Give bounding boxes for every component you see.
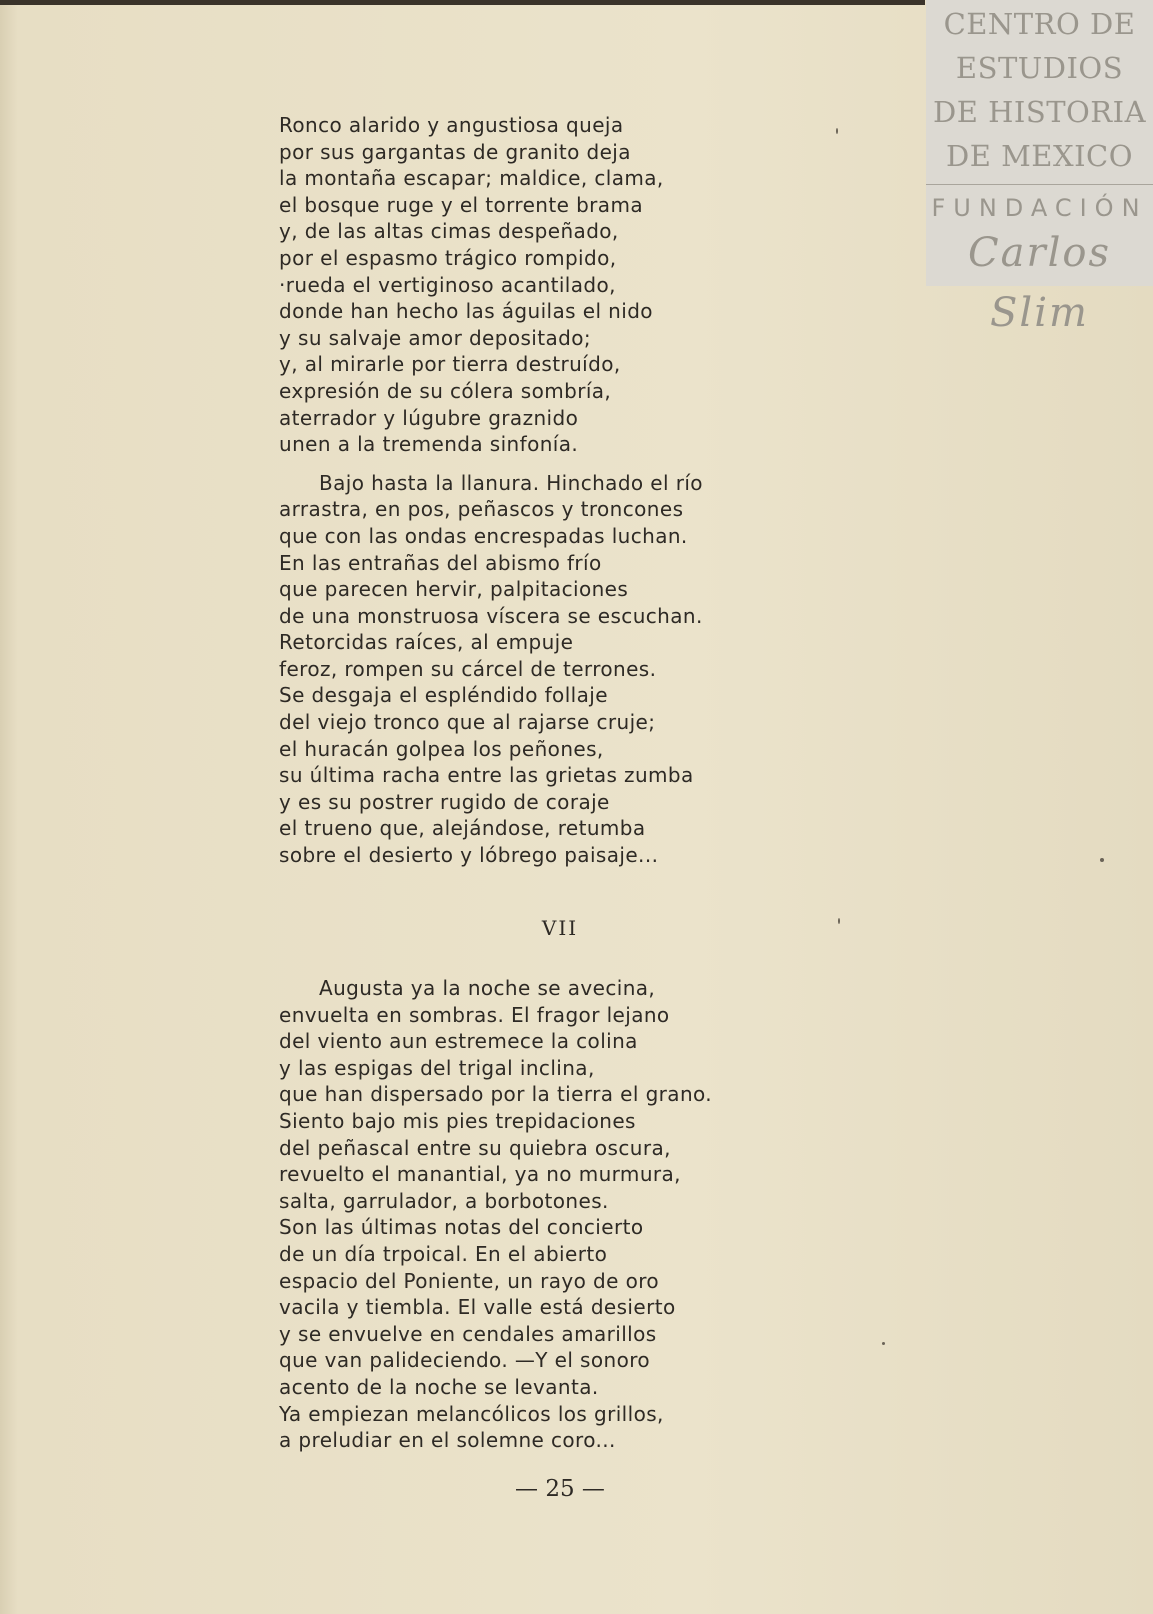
verse-line: el bosque ruge y el torrente brama — [279, 192, 644, 217]
verse-line: a preludiar en el solemne coro... — [279, 1428, 616, 1453]
verse-line: que van palideciendo. —Y el sonoro — [279, 1348, 651, 1373]
verse-line: el huracán golpea los peñones, — [279, 736, 604, 761]
watermark-signature: Carlos Slim — [968, 230, 1111, 336]
verse-line: expresión de su cólera sombría, — [279, 378, 612, 403]
verse-line: sobre el desierto y lóbrego paisaje... — [279, 843, 659, 868]
verse-line: por sus gargantas de granito deja — [279, 139, 631, 164]
verse-line: arrastra, en pos, peñascos y troncones — [279, 497, 684, 522]
verse-line: En las entrañas del abismo frío — [279, 550, 602, 575]
verse-line: espacio del Poniente, un rayo de oro — [279, 1268, 660, 1293]
watermark-line: DE MEXICO — [945, 139, 1134, 173]
stanza-3 — [279, 975, 839, 1454]
paper-speck — [1100, 858, 1104, 862]
watermark-stamp — [926, 0, 1153, 336]
verse-line: Se desgaja el espléndido follaje — [279, 683, 608, 708]
verse-line: la montaña escapar; maldice, clama, — [279, 166, 664, 191]
verse-line: que con las ondas encrespadas luchan. — [279, 523, 688, 548]
watermark-foundation: FUNDACIÓN — [931, 194, 1148, 222]
verse-line: de un día trpoical. En el abierto — [279, 1241, 608, 1266]
verse-line: y su salvaje amor depositado; — [279, 325, 592, 350]
verse-line: del viento aun estremece la colina — [279, 1029, 638, 1054]
poem-block-1 — [279, 112, 839, 869]
section-numeral: VII — [541, 916, 579, 940]
verse-line: y es su postrer rugido de coraje — [279, 789, 610, 814]
verse-line: ·rueda el vertiginoso acantilado, — [279, 272, 616, 297]
watermark-line: DE HISTORIA — [932, 95, 1147, 129]
verse-line: Son las últimas notas del concierto — [279, 1215, 644, 1240]
verse-line: salta, garrulador, a borbotones. — [279, 1188, 609, 1213]
verse-line: vacila y tiembla. El valle está desierto — [279, 1295, 676, 1320]
verse-line: feroz, rompen su cárcel de terrones. — [279, 656, 657, 681]
verse-line: revuelto el manantial, ya no murmura, — [279, 1162, 681, 1187]
verse-line: Ya empiezan melancólicos los grillos, — [279, 1401, 664, 1426]
verse-line: que han dispersado por la tierra el grano. — [279, 1082, 713, 1107]
page-top-edge — [0, 0, 925, 5]
verse-line: envuelta en sombras. El fragor lejano — [279, 1002, 670, 1027]
verse-line: su última racha entre las grietas zumba — [279, 763, 694, 788]
verse-line: por el espasmo trágico rompido, — [279, 245, 617, 270]
verse-line: Augusta ya la noche se avecina, — [319, 976, 656, 1000]
watermark-line: CENTRO DE — [943, 7, 1136, 41]
verse-line: acento de la noche se levanta. — [279, 1374, 599, 1399]
stanza-gap — [279, 458, 839, 470]
stanza-1 — [279, 112, 839, 458]
paper-speck — [882, 1342, 885, 1345]
verse-line: y, al mirarle por tierra destruído, — [279, 352, 621, 377]
verse-line: del peñascal entre su quiebra oscura, — [279, 1135, 671, 1160]
verse-line: Retorcidas raíces, al empuje — [279, 630, 574, 655]
verse-line: del viejo tronco que al rajarse cruje; — [279, 710, 656, 735]
watermark-line: ESTUDIOS — [955, 51, 1124, 85]
page-number: — 25 — — [515, 1476, 605, 1502]
poem-block-2 — [279, 975, 839, 1454]
verse-line: aterrador y lúgubre graznido — [279, 405, 579, 430]
verse-line: Ronco alarido y angustiosa queja — [279, 113, 624, 137]
verse-line: de una monstruosa víscera se escuchan. — [279, 603, 703, 628]
watermark-divider — [926, 184, 1153, 185]
verse-line: y, de las altas cimas despeñado, — [279, 219, 619, 244]
verse-line: el trueno que, alejándose, retumba — [279, 816, 646, 841]
verse-line: unen a la tremenda sinfonía. — [279, 432, 579, 457]
verse-line: Siento bajo mis pies trepidaciones — [279, 1108, 636, 1133]
verse-line: Bajo hasta la llanura. Hinchado el río — [319, 470, 703, 495]
verse-line: y se envuelve en cendales amarillos — [279, 1321, 657, 1346]
verse-line: y las espigas del trigal inclina, — [279, 1055, 595, 1080]
paper-speck — [836, 128, 838, 134]
verse-line: donde han hecho las águilas el nido — [279, 299, 653, 324]
paper-speck — [838, 918, 840, 924]
verse-line: que parecen hervir, palpitaciones — [279, 577, 629, 602]
stanza-2 — [279, 470, 839, 869]
